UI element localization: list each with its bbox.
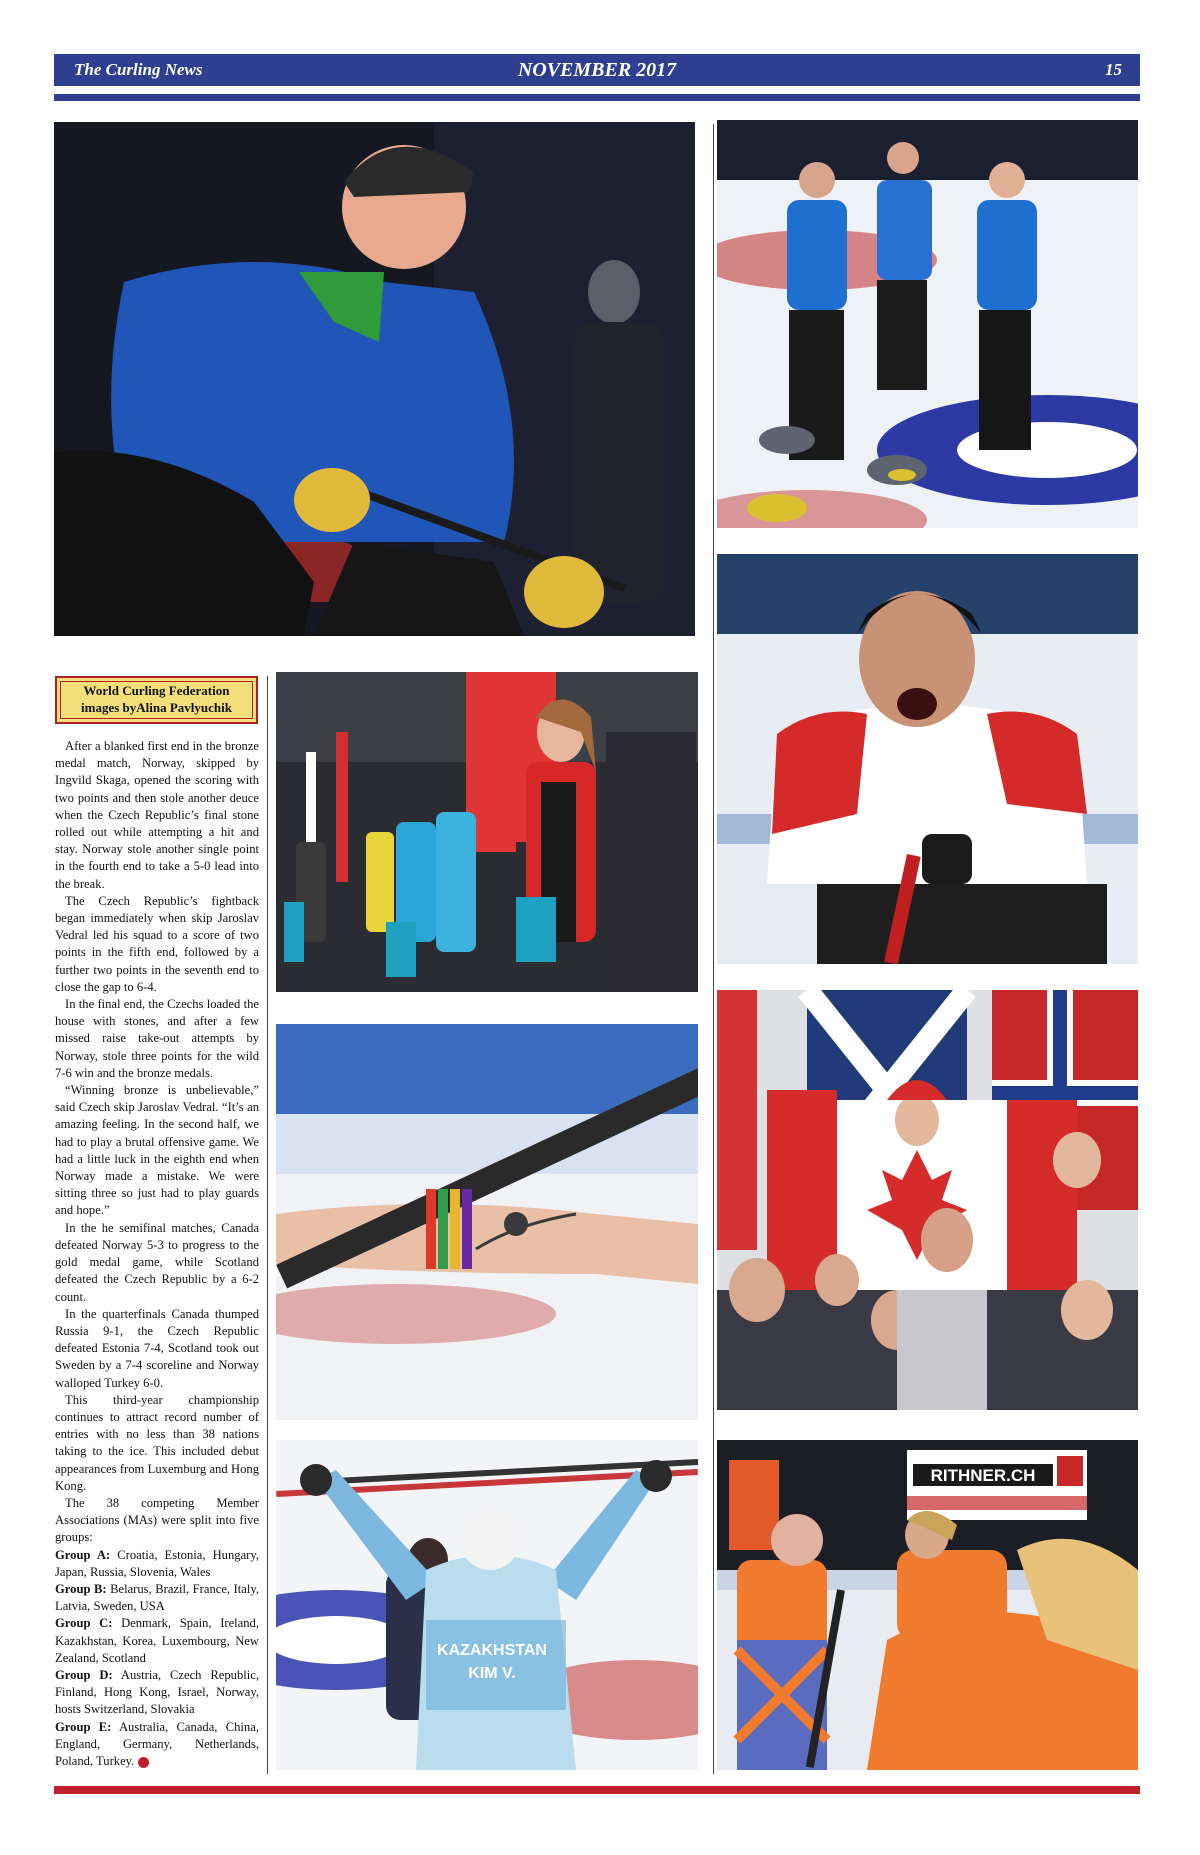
group-teams: Denmark, Spain, Ireland, Kazakhstan, Korea, Luxembourg, New Zealand, Scotland (55, 1616, 260, 1665)
arena-sign-text: RITHNER.CH (930, 1466, 1036, 1485)
group-teams: Croatia, Estonia, Hungary, Japan, Russia, Slovenia, Wales (55, 1547, 259, 1579)
group-label: Group B: (55, 1581, 107, 1596)
bracelets-broom-photo (276, 1024, 698, 1420)
article-paragraph: After a blanked first end in the bronze medal match, Norway, skipped by Ingvild Skaga, opened the scoring with two points and then stole another deuce when the Czech Republic’s final stone rolled out while attempting a hit and stay. Norway stole another single point in the fourth end to take a 5-0 lead into the break. (55, 739, 259, 891)
article-paragraph: The 38 competing Member Associations (MAs) were split into five groups: (55, 1495, 259, 1545)
masthead-bar (54, 54, 1140, 86)
article-body (55, 738, 259, 1770)
jersey-name-text: KIM V. (468, 1665, 516, 1682)
article-paragraph: In the quarterfinals Canada thumped Russia 9-1, the Czech Republic defeated Estonia 7-4, Scotland took out Sweden by a 7-4 scoreline and Norway walloped Turkey 6-0. (55, 1306, 259, 1390)
article-paragraph: In the final end, the Czechs loaded the house with stones, and after a few missed raise take-out attempts by Norway, stole three points for the wild 7-6 win and the bronze medals. (55, 997, 259, 1080)
column-divider-left (267, 676, 268, 1774)
czech-team-celebrating-photo (717, 120, 1138, 528)
group-a-entry (55, 1547, 259, 1581)
netherlands-team-photo (717, 1440, 1138, 1770)
column-divider-right (713, 124, 714, 1774)
group-label: Group E: (55, 1719, 112, 1734)
article-paragraph: In the he semifinal matches, Canada defeated Norway 5-3 to progress to the gold medal game, while Scotland defeated the Czech Republic by a 6-2 count. (55, 1220, 259, 1304)
group-teams: Australia, Canada, China, England, Germany, Netherlands, Poland, Turkey. (55, 1719, 259, 1768)
end-of-article-icon (138, 1757, 149, 1768)
article-paragraph: This third-year championship continues to attract record number of entries with no less than 38 nations taking to the ice. This included debut appearances from Luxemburg and Hong Kong. (55, 1392, 259, 1493)
group-d-entry (55, 1667, 259, 1719)
group-label: Group D: (55, 1667, 113, 1682)
canada-norway-fans-photo (717, 990, 1138, 1410)
photo-credit-line2: images byAlina Pavlyuchik (81, 700, 232, 715)
group-c-entry (55, 1615, 259, 1667)
kazakhstan-celebration-photo (276, 1440, 698, 1770)
group-teams: Austria, Czech Republic, Finland, Hong Kong, Israel, Norway, hosts Switzerland, Slovakia (55, 1667, 259, 1717)
footer-rule (54, 1786, 1140, 1794)
australia-skip-yelling-photo (54, 122, 695, 636)
photo-credit-box (55, 676, 258, 724)
group-e-entry (55, 1719, 259, 1771)
group-teams: Belarus, Brazil, France, Italy, Latvia, Sweden, USA (55, 1581, 259, 1614)
photo-credit-line1: World Curling Federation (83, 683, 230, 698)
jersey-country-text: KAZAKHSTAN (437, 1642, 547, 1659)
publication-name: The Curling News (74, 60, 203, 79)
hong-kong-curler-photo (717, 554, 1138, 964)
group-b-entry (55, 1581, 259, 1615)
group-label: Group C: (55, 1616, 113, 1631)
issue-date: NOVEMBER 2017 (517, 59, 677, 81)
article-paragraph: The Czech Republic’s fightback began immediately when skip Jaroslav Vedral led his squad to a score of two points in the fifth end, followed by a further two points in the seventh end to close the gap to 6-4. (55, 893, 259, 994)
page-number: 15 (1105, 60, 1122, 79)
article-paragraph: “Winning bronze is unbelievable,” said Czech skip Jaroslav Vedral. “It’s an amazing feeling. In the second half, we had to play a brutal offensive game. We had a little luck in the eighth end when Norway made a mistake. We were sitting three so just had to play guards and hope.” (55, 1083, 259, 1218)
group-label: Group A: (55, 1547, 111, 1562)
header-rule (54, 94, 1140, 101)
opening-ceremony-photo (276, 672, 698, 992)
